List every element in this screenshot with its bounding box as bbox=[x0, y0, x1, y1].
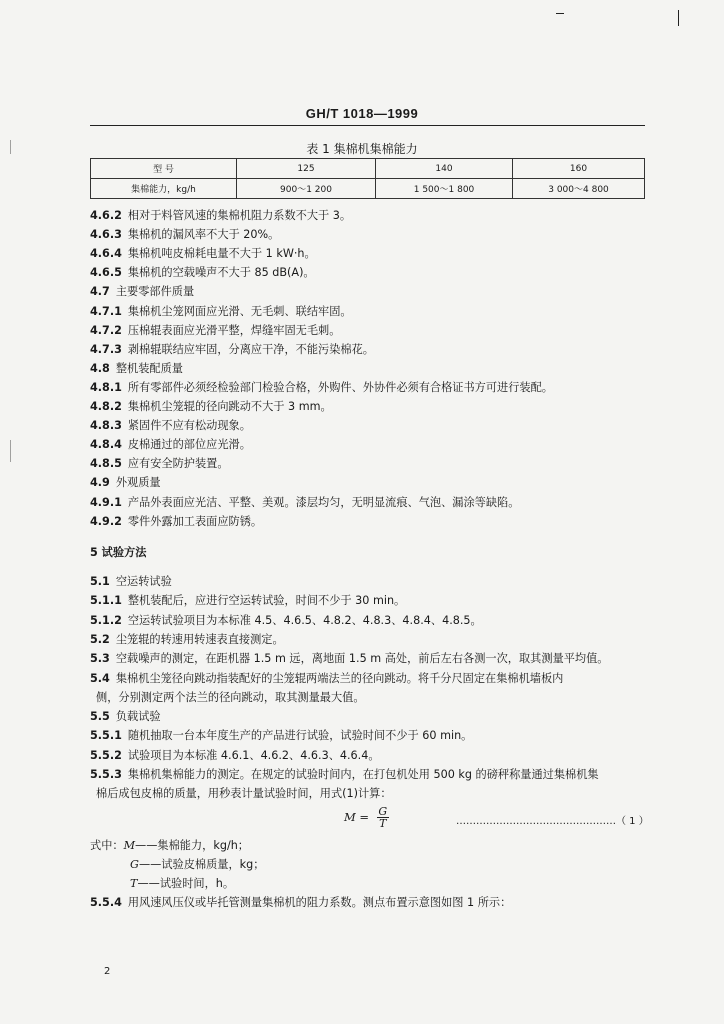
clause-number: 4.7.2 bbox=[90, 323, 122, 337]
clause-text: 整机装配后，应进行空运转试验，时间不少于 30 min。 bbox=[127, 594, 406, 608]
clause-line bbox=[90, 305, 352, 319]
clause-line bbox=[90, 324, 340, 338]
clause-number: 5.5.4 bbox=[90, 896, 122, 909]
clause-number: 4.6.5 bbox=[90, 266, 122, 280]
clause-text: 皮棉通过的部位应光滑。 bbox=[127, 438, 251, 452]
clause-line bbox=[90, 749, 380, 763]
clause-number: 4.6.3 bbox=[90, 228, 122, 242]
cell-model-140: 140 bbox=[376, 159, 513, 179]
clause-text: 零件外露加工表面应防锈。 bbox=[127, 514, 263, 528]
clause-number: 4.8.5 bbox=[90, 457, 122, 471]
clause-text: 剥棉辊联结应牢固，分离应干净，不能污染棉花。 bbox=[127, 342, 374, 356]
table-row-header bbox=[91, 159, 645, 179]
page-number: 2 bbox=[104, 966, 111, 977]
where-desc-m: ——集棉能力，kg/h； bbox=[135, 839, 249, 852]
clause-text: 棉后成包皮棉的质量，用秒表计量试验时间，用式(1)计算： bbox=[96, 787, 392, 801]
clause-text: 试验项目为本标准 4.6.1、4.6.2、4.6.3、4.6.4。 bbox=[127, 748, 380, 762]
clause-number: 4.8 bbox=[90, 361, 110, 375]
where-var-g: G bbox=[130, 858, 139, 871]
clause-line bbox=[90, 381, 553, 395]
header-rule bbox=[90, 125, 645, 126]
clause-number: 4.8.1 bbox=[90, 380, 122, 394]
clause-number: 4.7 bbox=[90, 285, 110, 299]
clause-text: 集棉机吨皮棉耗电量不大于 1 kW·h。 bbox=[127, 247, 316, 261]
clause-line bbox=[90, 787, 392, 801]
clause-number: 4.8.2 bbox=[90, 400, 122, 413]
table-title: 表 1 集棉机集棉能力 bbox=[306, 142, 418, 156]
clause-number: 4.6.2 bbox=[90, 209, 122, 222]
clause-text: 所有零部件必须经检验部门检验合格，外购件、外协件必须有合格证书方可进行装配。 bbox=[127, 380, 553, 394]
clause-line bbox=[90, 266, 315, 280]
clause-line bbox=[90, 633, 284, 647]
clause-text: 尘笼辊的转速用转速表直接测定。 bbox=[115, 632, 284, 646]
clause-line bbox=[90, 594, 405, 608]
clause-number: 5.1.2 bbox=[90, 613, 122, 627]
clause-number: 5.5 bbox=[90, 710, 110, 724]
cell-model-125: 125 bbox=[237, 159, 376, 179]
formula-numerator: G bbox=[378, 805, 388, 818]
clause-text: 集棉机的空载噪声不大于 85 dB(A)。 bbox=[127, 266, 315, 280]
clause-number: 5.3 bbox=[90, 652, 110, 666]
clause-number: 5.5.1 bbox=[90, 729, 122, 743]
clause-line bbox=[90, 614, 482, 628]
clause-line bbox=[90, 515, 262, 529]
clause-number: 5.1.1 bbox=[90, 594, 122, 608]
clause-number: 4.8.4 bbox=[90, 438, 122, 452]
clause-text: 集棉机集棉能力的测定。在规定的试验时间内，在打包机处用 500 kg 的磅秤称量通过集棉机集 bbox=[127, 768, 599, 781]
clause-line bbox=[90, 710, 161, 724]
where-var-t: T bbox=[130, 877, 138, 890]
clause-number: 5.2 bbox=[90, 632, 110, 646]
clause-number: 4.7.1 bbox=[90, 304, 122, 318]
cell-capacity-125: 900～1 200 bbox=[237, 179, 376, 199]
formula-lhs: M = bbox=[344, 810, 370, 824]
capacity-table bbox=[90, 158, 645, 199]
scan-mark bbox=[556, 13, 564, 14]
clause-text: 集棉机尘笼径向跳动指装配好的尘笼辊两端法兰的径向跳动。将千分尺固定在集棉机墙板内 bbox=[115, 671, 564, 685]
clause-text: 集棉机尘笼辊的径向跳动不大于 3 mm。 bbox=[127, 400, 332, 413]
clause-number: 5.4 bbox=[90, 671, 110, 685]
clause-line bbox=[90, 575, 172, 589]
formula-fraction bbox=[377, 806, 389, 829]
clause-line bbox=[90, 476, 161, 490]
clause-line bbox=[90, 400, 332, 414]
clause-number: 5.5.2 bbox=[90, 748, 122, 762]
clause-line bbox=[90, 438, 251, 452]
clause-line bbox=[90, 343, 374, 357]
clause-text: 侧，分别测定两个法兰的径向跳动，取其测量最大值。 bbox=[96, 690, 365, 704]
formula bbox=[344, 806, 389, 829]
clause-line bbox=[90, 247, 316, 261]
clause-line bbox=[90, 729, 472, 743]
clause-number: 4.6.4 bbox=[90, 247, 122, 261]
equation-number: …………………………………………（ 1 ） bbox=[456, 816, 649, 827]
clause-text: 应有安全防护装置。 bbox=[127, 457, 229, 471]
clause-number: 4.9.2 bbox=[90, 514, 122, 528]
clause-line bbox=[90, 496, 519, 510]
clause-number: 5.1 bbox=[90, 575, 110, 588]
clause-line bbox=[90, 209, 351, 223]
clause-line bbox=[90, 362, 183, 376]
clause-text: 整机装配质量 bbox=[115, 361, 183, 375]
clause-text: 主要零部件质量 bbox=[115, 285, 195, 299]
where-row-g bbox=[130, 858, 264, 872]
clause-number: 4.7.3 bbox=[90, 342, 122, 356]
clause-line bbox=[90, 768, 599, 782]
document-code: GH/T 1018—1999 bbox=[305, 106, 419, 121]
clause-text: 空运转试验项目为本标准 4.5、4.6.5、4.8.2、4.8.3、4.8.4、4.8.5。 bbox=[127, 613, 482, 627]
clause-text: 集棉机尘笼网面应光滑、无毛刺、联结牢固。 bbox=[127, 304, 352, 318]
clause-text: 随机抽取一台本年度生产的产品进行试验，试验时间不少于 60 min。 bbox=[127, 729, 473, 743]
cell-capacity-160: 3 000～4 800 bbox=[513, 179, 645, 199]
clause-line bbox=[90, 652, 609, 666]
cell-model-160: 160 bbox=[513, 159, 645, 179]
where-var-m: M bbox=[123, 839, 136, 852]
scan-mark bbox=[678, 10, 679, 26]
where-row-m bbox=[90, 839, 249, 853]
clause-text: 负载试验 bbox=[115, 710, 161, 724]
clause-text: 紧固件不应有松动现象。 bbox=[127, 419, 251, 433]
clause-line bbox=[90, 672, 563, 686]
clause-number: 4.8.3 bbox=[90, 419, 122, 433]
cell-model-label: 型 号 bbox=[91, 159, 237, 179]
clause-5-5-4 bbox=[90, 896, 511, 910]
where-prefix: 式中： bbox=[90, 839, 124, 852]
clause-line bbox=[90, 457, 229, 471]
clause-line bbox=[90, 419, 251, 433]
clause-text: 相对于料管风速的集棉机阻力系数不大于 3。 bbox=[127, 209, 352, 222]
clause-line bbox=[90, 228, 279, 242]
where-row-t bbox=[130, 877, 234, 891]
clause-text: 空运转试验 bbox=[115, 575, 172, 588]
clause-text: 集棉机的漏风率不大于 20%。 bbox=[127, 228, 280, 242]
clause-line bbox=[90, 285, 194, 299]
clause-text: 空载噪声的测定，在距机器 1.5 m 远，离地面 1.5 m 高处，前后左右各测一次，取其测量平均值。 bbox=[115, 652, 609, 666]
section-5-title: 5 试验方法 bbox=[90, 546, 147, 559]
where-desc-g: ——试验皮棉质量，kg； bbox=[138, 858, 265, 871]
cell-capacity-140: 1 500～1 800 bbox=[376, 179, 513, 199]
formula-denominator: T bbox=[379, 817, 387, 830]
where-desc-t: ——试验时间，h。 bbox=[137, 877, 235, 890]
cell-capacity-label: 集棉能力，kg/h bbox=[91, 179, 237, 199]
clause-text: 压棉辊表面应光滑平整，焊缝牢固无毛刺。 bbox=[127, 323, 341, 337]
scan-mark bbox=[10, 440, 11, 462]
clause-text: 外观质量 bbox=[115, 476, 161, 490]
clause-number: 4.9 bbox=[90, 476, 110, 490]
clause-number: 5.5.3 bbox=[90, 768, 122, 781]
table-row-capacity bbox=[91, 179, 645, 199]
clause-number: 4.9.1 bbox=[90, 495, 122, 509]
clause-text: 用风速风压仪或毕托管测量集棉机的阻力系数。测点布置示意图如图 1 所示： bbox=[127, 896, 512, 909]
clause-text: 产品外表面应光洁、平整、美观。漆层均匀，无明显流痕、气泡、漏涂等缺陷。 bbox=[127, 495, 520, 509]
clause-line bbox=[90, 691, 365, 705]
